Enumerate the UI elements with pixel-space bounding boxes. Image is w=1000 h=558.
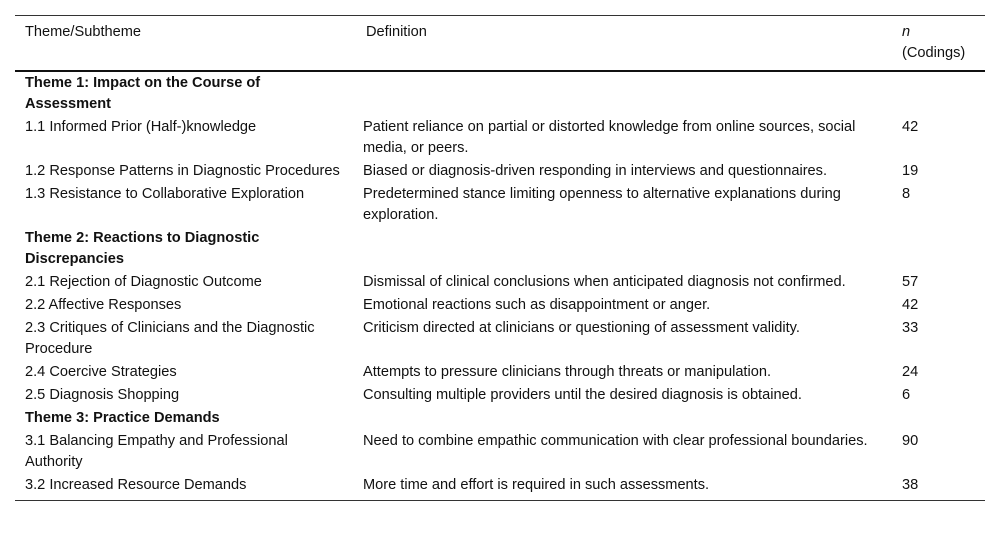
header-definition: Definition	[366, 24, 427, 40]
subtheme-row	[15, 430, 985, 474]
theme-label: Theme 2: Reactions to Diagnostic Discrepancies	[25, 230, 260, 267]
subtheme-label: 1.2 Response Patterns in Diagnostic Procedures	[25, 163, 340, 179]
header-codings-label: (Codings)	[902, 45, 966, 61]
subtheme-definition: Emotional reactions such as disappointment or anger.	[363, 297, 711, 313]
empty-cell	[892, 71, 985, 116]
theme-row	[15, 407, 985, 430]
header-n-symbol: n	[902, 24, 911, 40]
subtheme-definition: Biased or diagnosis-driven responding in interviews and questionnaires.	[363, 163, 828, 179]
table-body	[15, 71, 985, 501]
subtheme-codings-count: 57	[902, 274, 919, 290]
empty-cell	[354, 71, 892, 116]
subtheme-label: 2.3 Critiques of Clinicians and the Diagnostic Procedure	[25, 320, 315, 357]
subtheme-codings-count: 42	[902, 297, 919, 313]
themes-table-container	[15, 15, 985, 501]
subtheme-codings-count: 19	[902, 163, 919, 179]
subtheme-codings-count: 6	[902, 387, 911, 403]
subtheme-label: 2.1 Rejection of Diagnostic Outcome	[25, 274, 262, 290]
subtheme-label: 3.2 Increased Resource Demands	[25, 477, 247, 493]
subtheme-codings-count: 33	[902, 320, 919, 336]
subtheme-label: 2.4 Coercive Strategies	[25, 364, 177, 380]
subtheme-codings-count: 90	[902, 433, 919, 449]
subtheme-codings-count: 42	[902, 119, 919, 135]
themes-table	[15, 15, 985, 501]
subtheme-definition: Predetermined stance limiting openness to alternative explanations during exploration.	[363, 186, 841, 223]
header-theme-subtheme: Theme/Subtheme	[25, 24, 142, 40]
subtheme-label: 3.1 Balancing Empathy and Professional Authority	[25, 433, 288, 470]
subtheme-codings-count: 8	[902, 186, 911, 202]
subtheme-definition: Need to combine empathic communication with clear professional boundaries.	[363, 433, 868, 449]
theme-label: Theme 3: Practice Demands	[25, 410, 220, 426]
subtheme-label: 1.1 Informed Prior (Half-)knowledge	[25, 119, 257, 135]
subtheme-definition: More time and effort is required in such assessments.	[363, 477, 710, 493]
subtheme-label: 2.5 Diagnosis Shopping	[25, 387, 180, 403]
theme-row	[15, 71, 985, 116]
theme-row	[15, 227, 985, 271]
theme-label: Theme 1: Impact on the Course of Assessment	[25, 75, 261, 112]
subtheme-row	[15, 183, 985, 227]
subtheme-row	[15, 474, 985, 501]
subtheme-row	[15, 271, 985, 294]
subtheme-row	[15, 384, 985, 407]
subtheme-label: 2.2 Affective Responses	[25, 297, 182, 313]
empty-cell	[892, 227, 985, 271]
empty-cell	[354, 227, 892, 271]
subtheme-row	[15, 160, 985, 183]
subtheme-definition: Attempts to pressure clinicians through threats or manipulation.	[363, 364, 772, 380]
table-header	[15, 16, 985, 72]
subtheme-codings-count: 24	[902, 364, 919, 380]
subtheme-row	[15, 294, 985, 317]
subtheme-definition: Consulting multiple providers until the desired diagnosis is obtained.	[363, 387, 802, 403]
subtheme-row	[15, 361, 985, 384]
header-row	[15, 16, 985, 72]
header-n-codings	[892, 16, 985, 72]
subtheme-definition: Dismissal of clinical conclusions when anticipated diagnosis not confirmed.	[363, 274, 846, 290]
subtheme-label: 1.3 Resistance to Collaborative Exploration	[25, 186, 305, 202]
empty-cell	[892, 407, 985, 430]
subtheme-definition: Patient reliance on partial or distorted knowledge from online sources, social media, or peers.	[363, 119, 856, 156]
subtheme-row	[15, 317, 985, 361]
subtheme-row	[15, 116, 985, 160]
subtheme-codings-count: 38	[902, 477, 919, 493]
subtheme-definition: Criticism directed at clinicians or questioning of assessment validity.	[363, 320, 800, 336]
empty-cell	[354, 407, 892, 430]
